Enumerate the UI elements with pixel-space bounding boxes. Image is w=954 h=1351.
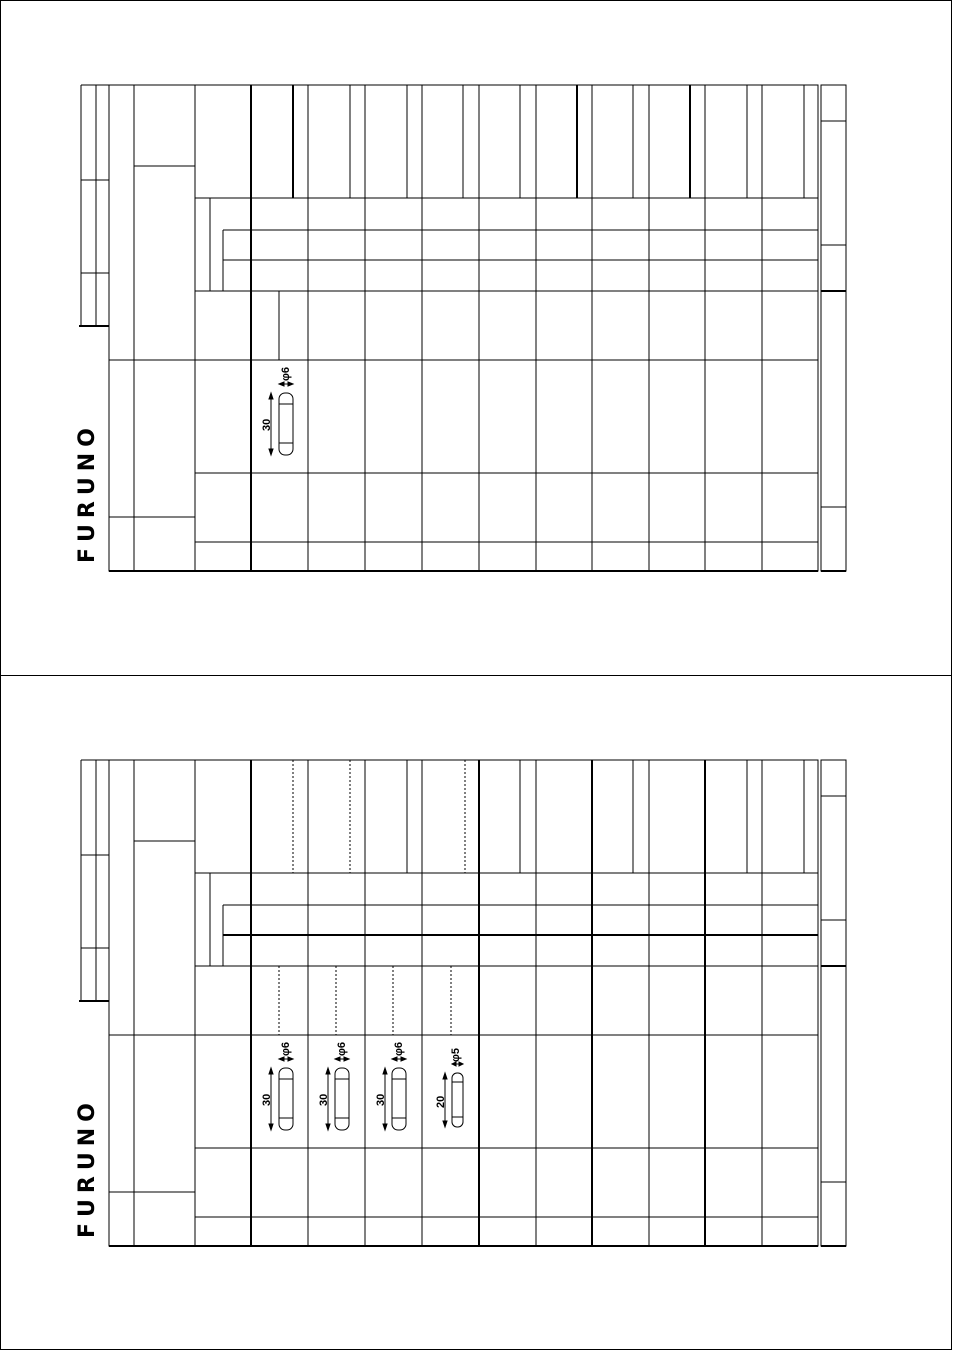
spare-parts-table <box>109 85 818 571</box>
spare-parts-table <box>109 760 818 1246</box>
fuse-1-length-label: 30 <box>261 1093 273 1106</box>
fuse-drawing-3 <box>383 1057 406 1130</box>
sheet-bottom-graphic <box>1 676 953 1351</box>
furuno-logo: FURUNO <box>75 1097 100 1238</box>
furuno-logo: FURUNO <box>75 422 100 563</box>
fuse-3-diameter-label: φ6 <box>393 1042 405 1056</box>
fuse-diameter-label: φ6 <box>280 367 292 381</box>
fuse-drawing-2 <box>326 1057 349 1130</box>
fuse-4-length-label: 20 <box>435 1095 447 1108</box>
spare-parts-sheet-bottom <box>0 675 952 1350</box>
fuse-drawing-1 <box>269 1057 293 1130</box>
dotted-guides <box>279 760 465 1035</box>
fuse-2-length-label: 30 <box>318 1093 330 1106</box>
fuse-drawing-4 <box>443 1062 463 1127</box>
sheet-top-graphic <box>1 1 953 677</box>
fuse-3-length-label: 30 <box>375 1093 387 1106</box>
fuse-1-diameter-label: φ6 <box>280 1042 292 1056</box>
left-header-block <box>79 85 109 326</box>
fuse-drawing <box>269 382 293 455</box>
spare-parts-sheet-top <box>0 0 952 676</box>
right-strip <box>821 85 846 571</box>
fuse-2-diameter-label: φ6 <box>336 1042 348 1056</box>
right-strip <box>821 760 846 1246</box>
fuse-length-label: 30 <box>261 418 273 431</box>
fuse-4-diameter-label: φ5 <box>450 1048 462 1062</box>
left-header-block <box>79 760 109 1001</box>
